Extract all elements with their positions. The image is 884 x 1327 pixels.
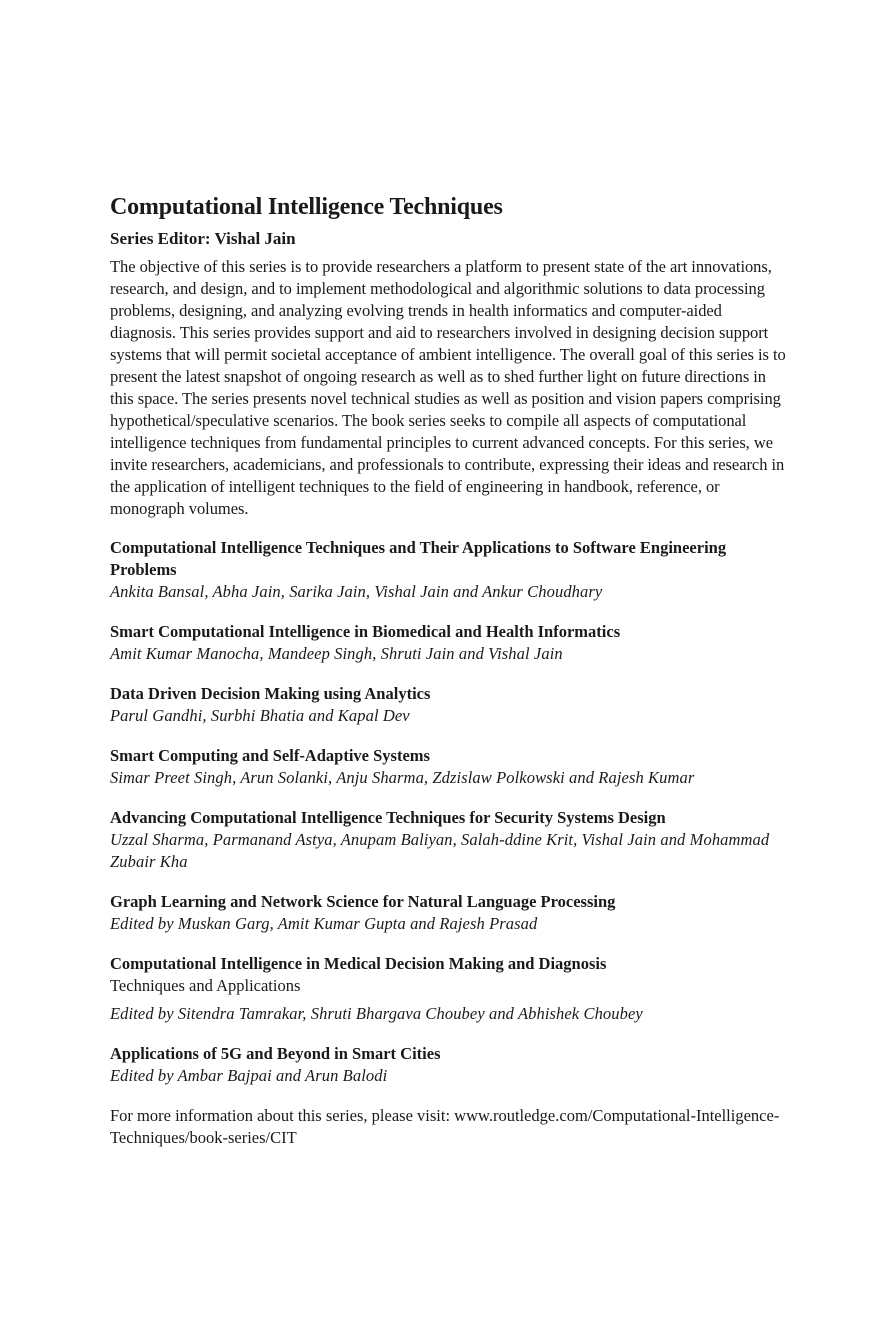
book-entry <box>110 621 786 665</box>
book-title: Smart Computing and Self-Adaptive Systems <box>110 746 430 765</box>
book-title: Graph Learning and Network Science for Natural Language Processing <box>110 892 616 911</box>
series-description: The objective of this series is to provide researchers a platform to present state of the art innovations, research, and design, and to implement methodological and algorithmic solutions to data processing problems, designing, and analyzing evolving trends in health informatics and computer-aided diagnosis. This series provides support and aid to researchers involved in designing decision support systems that will permit societal acceptance of ambient intelligence. The overall goal of this series is to present the latest snapshot of ongoing research as well as to shed further light on future directions in this space. The series presents novel technical studies as well as position and vision papers comprising hypothetical/speculative scenarios. The book series seeks to compile all aspects of computational intelligence techniques from fundamental principles to current advanced concepts. For this series, we invite researchers, academicians, and professionals to contribute, expressing their ideas and research in the application of intelligent techniques to the field of engineering in handbook, reference, or monograph volumes. <box>110 257 786 518</box>
book-authors: Ankita Bansal, Abha Jain, Sarika Jain, Vishal Jain and Ankur Choudhary <box>110 582 603 601</box>
book-authors: Edited by Sitendra Tamrakar, Shruti Bhargava Choubey and Abhishek Choubey <box>110 1004 643 1023</box>
book-title: Computational Intelligence in Medical Decision Making and Diagnosis <box>110 954 607 973</box>
book-title: Smart Computational Intelligence in Biomedical and Health Informatics <box>110 622 621 641</box>
book-list <box>110 537 786 1087</box>
series-more-info: For more information about this series, please visit: www.routledge.com/Computational-Intelligence-Techniques/book-series/CIT <box>110 1106 780 1147</box>
book-entry <box>110 537 786 603</box>
book-authors: Edited by Ambar Bajpai and Arun Balodi <box>110 1066 388 1085</box>
book-entry <box>110 807 786 873</box>
book-authors: Edited by Muskan Garg, Amit Kumar Gupta and Rajesh Prasad <box>110 914 538 933</box>
book-authors: Simar Preet Singh, Arun Solanki, Anju Sharma, Zdzislaw Polkowski and Rajesh Kumar <box>110 768 695 787</box>
book-entry <box>110 953 786 1025</box>
book-entry <box>110 683 786 727</box>
book-authors: Uzzal Sharma, Parmanand Astya, Anupam Baliyan, Salah-ddine Krit, Vishal Jain and Mohammad Zubair Kha <box>110 830 770 871</box>
series-title: Computational Intelligence Techniques <box>110 194 503 220</box>
book-entry <box>110 1043 786 1087</box>
book-entry <box>110 891 786 935</box>
book-subtitle: Techniques and Applications <box>110 976 301 995</box>
book-authors: Parul Gandhi, Surbhi Bhatia and Kapal Dev <box>110 706 410 725</box>
book-authors: Amit Kumar Manocha, Mandeep Singh, Shruti Jain and Vishal Jain <box>110 644 563 663</box>
series-page <box>110 192 786 1149</box>
book-title: Data Driven Decision Making using Analytics <box>110 684 431 703</box>
book-title: Computational Intelligence Techniques and Their Applications to Software Engineering Problems <box>110 538 727 579</box>
book-title: Applications of 5G and Beyond in Smart Cities <box>110 1044 441 1063</box>
book-entry <box>110 745 786 789</box>
series-editor: Series Editor: Vishal Jain <box>110 229 296 248</box>
book-title: Advancing Computational Intelligence Techniques for Security Systems Design <box>110 808 666 827</box>
